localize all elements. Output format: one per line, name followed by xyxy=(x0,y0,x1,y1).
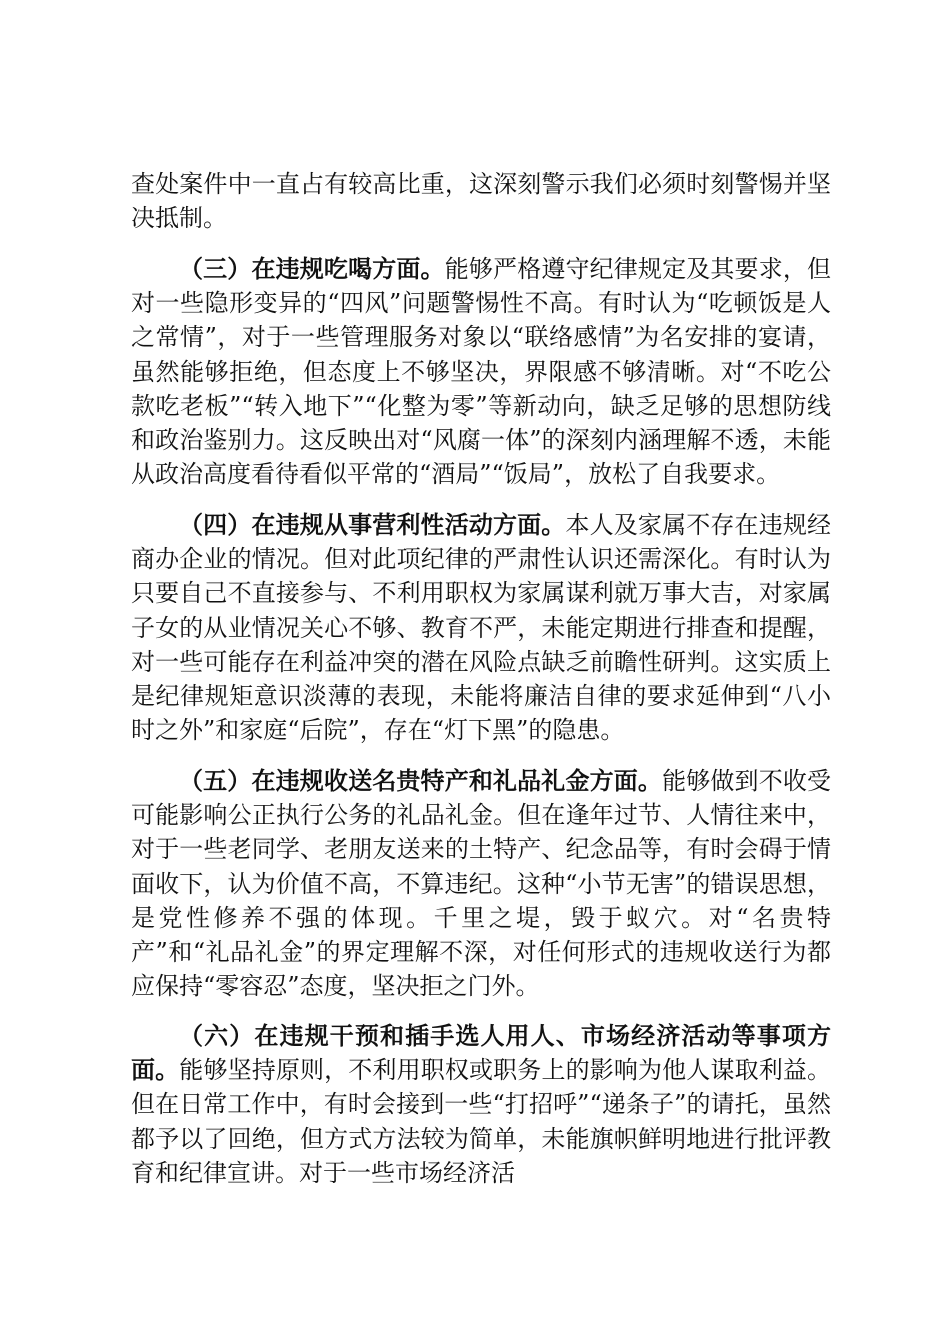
paragraph-body: 能够坚持原则，不利用职权或职务上的影响为他人谋取利益。但在日常工作中，有时会接到一些“打招呼”“递条子”的请托，虽然都予以了回绝，但方式方法较为简单，未能旗帜鲜明地进行批评教育和纪律宣讲。对于一些市场经济活 xyxy=(131,1056,832,1187)
paragraph-body: 能够做到不收受可能影响公正执行公务的礼品礼金。但在逢年过节、人情往来中，对于一些老同学、老朋友送来的土特产、纪念品等，有时会碍于情面收下，认为价值不高，不算违纪。这种“小节无害”的错误思想，是党性修养不强的体现。千里之堤，毁于蚁穴。对“名贵特产”和“礼品礼金”的界定理解不深，对任何形式的违规收送行为都应保持“零容忍”态度，坚决拒之门外。 xyxy=(131,767,832,1001)
paragraph-section-6 xyxy=(131,1019,831,1190)
paragraph-body: 查处案件中一直占有较高比重，这深刻警示我们必须时刻警惕并坚决抵制。 xyxy=(131,170,831,233)
section-heading: （三）在违规吃喝方面。 xyxy=(179,255,445,283)
section-heading: （四）在违规从事营利性活动方面。 xyxy=(179,511,566,539)
section-heading: （六）在违规干预和插手选人用人、市场经济活动等事项方面。 xyxy=(131,1022,831,1085)
section-heading: （五）在违规收送名贵特产和礼品礼金方面。 xyxy=(179,767,663,795)
paragraph-body: 本人及家属不存在违规经商办企业的情况。但对此项纪律的严肃性认识还需深化。有时认为只要自己不直接参与、不利用职权为家属谋利就万事大吉，对家属子女的从业情况关心不够、教育不严，未能定期进行排查和提醒，对一些可能存在利益冲突的潜在风险点缺乏前瞻性研判。这实质上是纪律规矩意识淡薄的表现，未能将廉洁自律的要求延伸到“八小时之外”和家庭“后院”，存在“灯下黑”的隐患。 xyxy=(131,511,832,745)
paragraph-section-5 xyxy=(131,764,831,1003)
paragraph-section-3 xyxy=(131,252,831,491)
paragraph-body: 能够严格遵守纪律规定及其要求，但对一些隐形变异的“四风”问题警惕性不高。有时认为“吃顿饭是人之常情”，对于一些管理服务对象以“联络感情”为名安排的宴请，虽然能够拒绝，但态度上不够坚决，界限感不够清晰。对“不吃公款吃老板”“转入地下”“化整为零”等新动向，缺乏足够的思想防线和政治鉴别力。这反映出对“风腐一体”的深刻内涵理解不透，未能从政治高度看待看似平常的“酒局”“饭局”，放松了自我要求。 xyxy=(131,255,832,489)
paragraph-continuation xyxy=(131,167,831,235)
paragraph-section-4 xyxy=(131,508,831,747)
